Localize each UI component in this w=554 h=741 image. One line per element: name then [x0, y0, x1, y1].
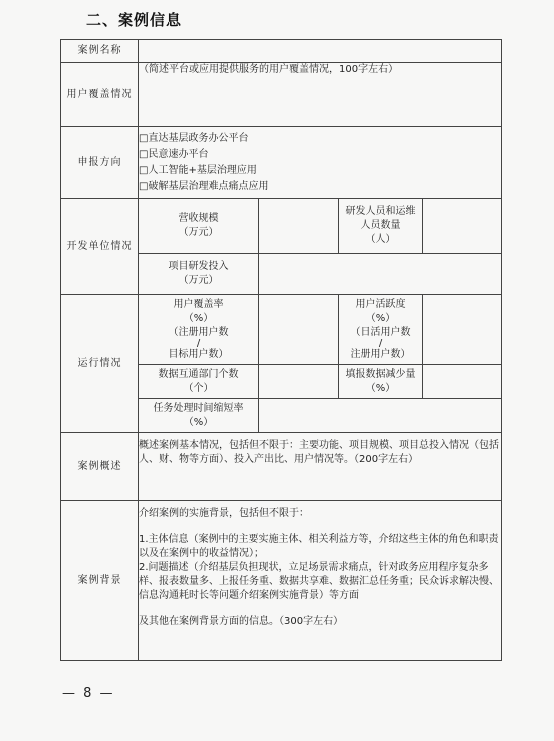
revenue-label: 营收规模: [178, 213, 219, 224]
time-label: 任务处理时间缩短率: [153, 402, 244, 414]
staff-label-cell: [339, 199, 423, 254]
case-name-field[interactable]: [139, 40, 502, 63]
activity-label: 用户活跃度: [355, 298, 406, 310]
background-label: 案例背景: [61, 501, 139, 661]
depts-label: 数据互通部门个数: [158, 368, 239, 380]
time-field[interactable]: [259, 399, 502, 433]
activity-label-cell: [339, 295, 423, 365]
background-field[interactable]: [139, 501, 502, 661]
page-number: — 8 —: [62, 686, 115, 701]
user-coverage-label: 用户覆盖情况: [61, 63, 139, 127]
coverage-rate-field[interactable]: [259, 295, 339, 365]
user-coverage-field[interactable]: [139, 63, 502, 127]
direction-option-3[interactable]: □人工智能+基层治理应用: [139, 164, 257, 176]
direction-option-2[interactable]: □民意速办平台: [139, 148, 209, 160]
staff-label-2: 人员数量: [360, 220, 401, 231]
background-intro: 介绍案例的实施背景，包括但不限于：: [139, 508, 309, 519]
coverage-rate-label: 用户覆盖率: [173, 298, 224, 310]
revenue-field[interactable]: [259, 199, 339, 254]
activity-unit: （%）: [365, 312, 396, 324]
user-coverage-hint: （简述平台或应用提供服务的用户覆盖情况，100字左右）: [139, 64, 399, 75]
staff-field[interactable]: [423, 199, 502, 254]
investment-unit: （万元）: [178, 275, 219, 286]
depts-label-cell: [139, 365, 259, 399]
time-label-cell: [139, 399, 259, 433]
depts-field[interactable]: [259, 365, 339, 399]
depts-unit: （个）: [183, 382, 214, 394]
overview-hint: 概述案例基本情况，包括但不限于：主要功能、项目规模、项目总投入情况（包括人、财、物等方面）、投入产出比、用户情况等。（200字左右）: [139, 440, 499, 465]
direction-label: 申报方向: [61, 127, 139, 199]
reduction-field[interactable]: [423, 365, 502, 399]
revenue-label-cell: [139, 199, 259, 254]
activity-field[interactable]: [423, 295, 502, 365]
staff-unit: （人）: [365, 234, 396, 245]
direction-option-1[interactable]: □直达基层政务办公平台: [139, 132, 249, 144]
activity-slash: /: [378, 337, 383, 349]
operation-label: 运行情况: [61, 295, 139, 433]
reduction-label: 填报数据减少量: [345, 368, 416, 380]
investment-label-cell: [139, 254, 259, 295]
coverage-rate-label-cell: [139, 295, 259, 365]
case-info-form: [60, 39, 502, 661]
coverage-rate-denominator: 目标用户数）: [168, 348, 229, 360]
case-name-label: 案例名称: [61, 40, 139, 63]
coverage-rate-unit: （%）: [183, 312, 214, 324]
time-unit: （%）: [183, 416, 214, 428]
background-item-2: 2.问题描述（介绍基层负担现状，立足场景需求痛点，针对政务应用程序复杂多样、报表数量多、上报任务重、数据共享难、数据汇总任务重；民众诉求解决慢、信息沟通耗时长等问题介绍案例实施背景）等方面: [139, 562, 499, 601]
developer-label: 开发单位情况: [61, 199, 139, 295]
reduction-unit: （%）: [365, 382, 396, 394]
staff-label-1: 研发人员和运维: [345, 206, 416, 217]
activity-denominator: 注册用户数）: [350, 348, 411, 360]
direction-option-4[interactable]: □破解基层治理难点痛点应用: [139, 180, 269, 192]
background-item-1: 1.主体信息（案例中的主要实施主体、相关利益方等，介绍这些主体的角色和职责以及在案例中的收益情况）；: [139, 534, 499, 559]
overview-label: 案例概述: [61, 433, 139, 501]
direction-options: [139, 127, 502, 199]
coverage-rate-numerator: （注册用户数: [168, 326, 229, 338]
overview-field[interactable]: [139, 433, 502, 501]
reduction-label-cell: [339, 365, 423, 399]
revenue-unit: （万元）: [178, 227, 219, 238]
activity-numerator: （日活用户数: [350, 326, 411, 338]
background-closing: 及其他在案例背景方面的信息。（300字左右）: [139, 616, 344, 627]
investment-label: 项目研发投入: [168, 261, 229, 272]
section-title: 二、案例信息: [86, 11, 183, 29]
coverage-rate-slash: /: [196, 337, 201, 349]
investment-field[interactable]: [259, 254, 502, 295]
